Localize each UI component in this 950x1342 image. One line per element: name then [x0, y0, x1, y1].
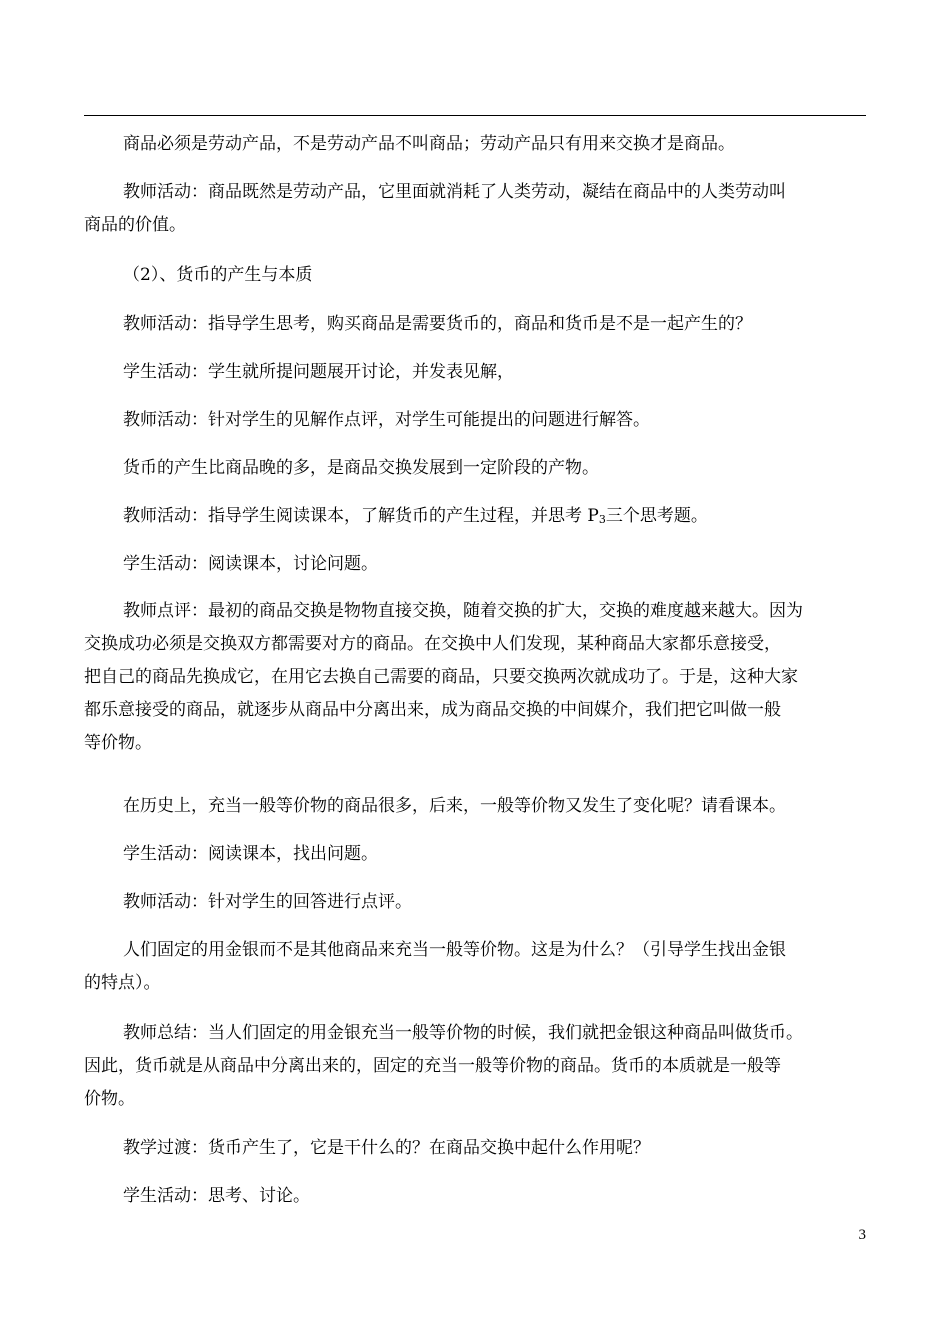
- header-rule: [84, 115, 866, 116]
- paragraph: 在历史上，充当一般等价物的商品很多，后来，一般等价物又发生了变化呢？请看课本。: [123, 796, 786, 816]
- section-heading: （2）、货币的产生与本质: [123, 265, 313, 285]
- paragraph: 教师活动：指导学生阅读课本，了解货币的产生过程，并思考 $P_3$三个思考题。: [123, 506, 708, 526]
- paragraph: 教师活动：针对学生的回答进行点评。: [123, 892, 412, 912]
- paragraph: 商品必须是劳动产品，不是劳动产品不叫商品；劳动产品只有用来交换才是商品。: [123, 134, 735, 154]
- paragraph: 教学过渡：货币产生了，它是干什么的？在商品交换中起什么作用呢？: [123, 1138, 650, 1158]
- paragraph: 学生活动：学生就所提问题展开讨论，并发表见解，: [123, 362, 514, 382]
- paragraph: 教师点评：最初的商品交换是物物直接交换，随着交换的扩大，交换的难度越来越大。因为 交换成功必须是交换双方都需要对方的商品。在交换中人们发现，某种商品大家都乐意接受， 把自己的商品先换成它，在用它去换自己需要的商品，只要交换两次就成功了。于是，这种大家 都乐意接受的商品，就逐步从商品中分离出来，成为商品交换的中间媒介，我们把它叫做一般 等价物。: [84, 601, 803, 753]
- paragraph: 学生活动：阅读课本，找出问题。: [123, 844, 378, 864]
- paragraph: 货币的产生比商品晚的多，是商品交换发展到一定阶段的产物。: [123, 458, 599, 478]
- paragraph: 教师活动：指导学生思考，购买商品是需要货币的，商品和货币是不是一起产生的？: [123, 314, 752, 334]
- paragraph: 教师总结：当人们固定的用金银充当一般等价物的时候，我们就把金银这种商品叫做货币。 因此，货币就是从商品中分离出来的，固定的充当一般等价物的商品。货币的本质就是一般等 价物。: [84, 1023, 803, 1109]
- paragraph: 学生活动：思考、讨论。: [123, 1186, 310, 1206]
- paragraph: 教师活动：商品既然是劳动产品，它里面就消耗了人类劳动，凝结在商品中的人类劳动叫 商品的价值。: [84, 182, 786, 235]
- page-number: 3: [858, 1227, 866, 1243]
- paragraph: 学生活动：阅读课本，讨论问题。: [123, 554, 378, 574]
- paragraph: 人们固定的用金银而不是其他商品来充当一般等价物。这是为什么？（引导学生找出金银 的特点）。: [84, 940, 786, 993]
- paragraph: 教师活动：针对学生的见解作点评，对学生可能提出的问题进行解答。: [123, 410, 650, 430]
